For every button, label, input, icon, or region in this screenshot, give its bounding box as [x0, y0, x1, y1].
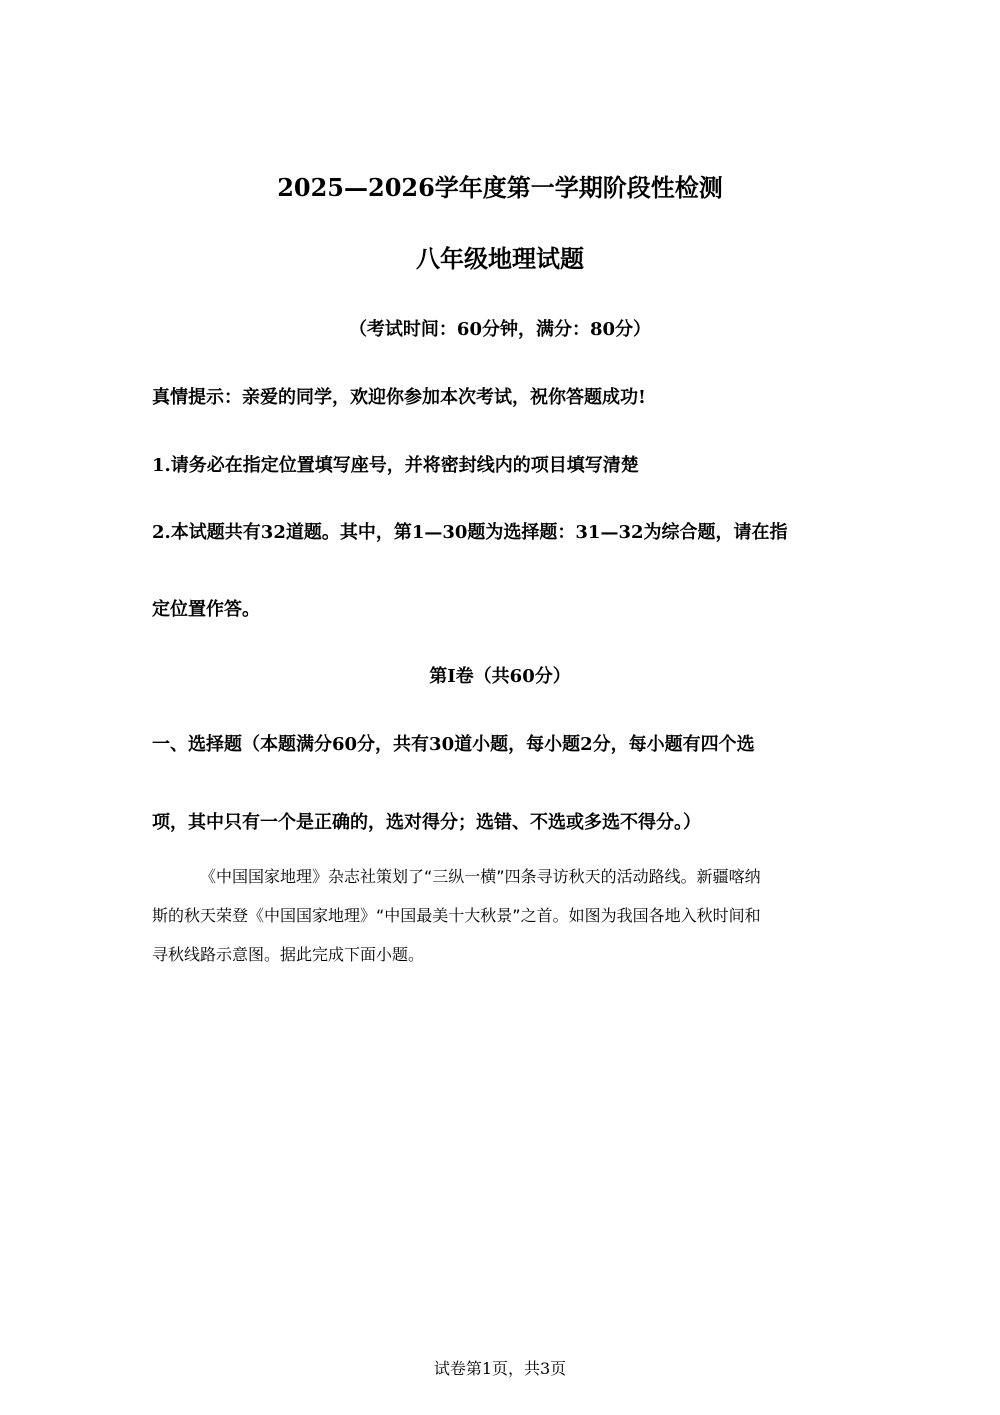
section-heading-continued: 项，其中只有一个是正确的，选对得分；选错、不选或多选不得分。）: [152, 812, 701, 833]
page-footer: 试卷第1页，共3页: [433, 1359, 567, 1378]
instruction-item-2: 2.本试题共有32道题。其中，第1—30题为选择题：31—32为综合题，请在指: [152, 522, 788, 543]
part-title: 第Ⅰ卷（共60分）: [429, 666, 571, 687]
exam-title: 2025—2026学年度第一学期阶段性检测: [277, 173, 723, 202]
exam-subtitle: 八年级地理试题: [416, 244, 584, 273]
section-heading: 一、选择题（本题满分60分，共有30道小题，每小题2分，每小题有四个选: [152, 734, 755, 755]
passage-line-1: 《中国国家地理》杂志社策划了“三纵一横”四条寻访秋天的活动路线。新疆喀纳: [200, 867, 761, 886]
passage-line-2: 斯的秋天荣登《中国国家地理》“中国最美十大秋景”之首。如图为我国各地入秋时间和: [152, 906, 761, 925]
passage-line-3: 寻秋线路示意图。据此完成下面小题。: [152, 945, 425, 964]
instruction-item-2-continued: 定位置作答。: [152, 599, 260, 620]
exam-time-score: （考试时间：60分钟，满分：80分）: [348, 319, 652, 340]
instruction-greeting: 真情提示：亲爱的同学，欢迎你参加本次考试，祝你答题成功!: [152, 387, 646, 408]
instruction-item-1: 1.请务必在指定位置填写座号，并将密封线内的项目填写清楚: [152, 455, 639, 476]
